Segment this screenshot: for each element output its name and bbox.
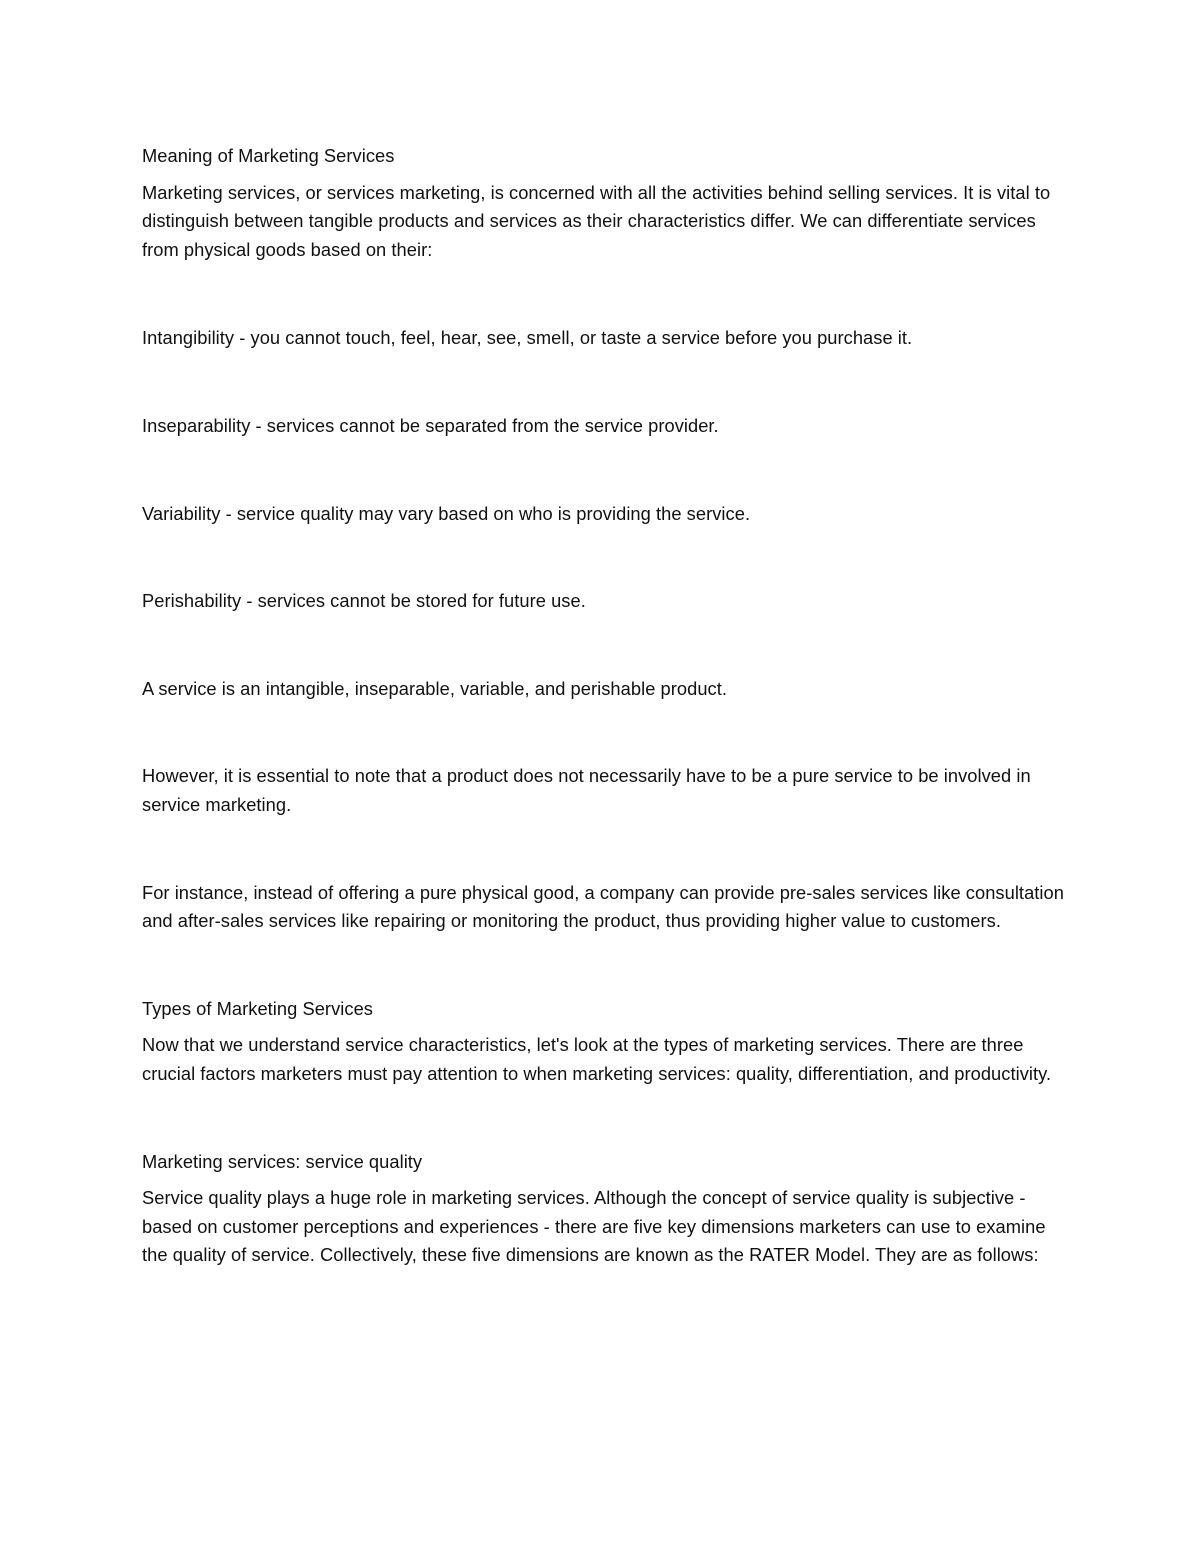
paragraph-service-quality-body: Service quality plays a huge role in marketing services. Although the concept of service quality is subjective - based on customer perceptions and experiences - there are five key dimensions marketers can use to examine the quality of service. Collectively, these five dimensions are known as the RATER Model. They are as follows: (142, 1187, 1046, 1266)
paragraph-types-body: Now that we understand service characteristics, let's look at the types of marketing services. There are three crucial factors marketers must pay attention to when marketing services: quality, differentiation, and productivity. (142, 1034, 1052, 1084)
paragraph-inseparability: Inseparability - services cannot be separated from the service provider. (142, 414, 719, 436)
paragraph-instance: For instance, instead of offering a pure physical good, a company can provide pre-sales services like consultation and after-sales services like repairing or monitoring the product, thus providing higher value to customers. (142, 881, 1064, 932)
section-heading-service-quality: Marketing services: service quality (142, 1150, 423, 1172)
paragraph-perishability: Perishability - services cannot be stored for future use. (142, 590, 586, 612)
section-heading-types: Types of Marketing Services (142, 997, 373, 1019)
paragraph-summary: A service is an intangible, inseparable, variable, and perishable product. (142, 677, 727, 699)
paragraph-intro: Marketing services, or services marketing, is concerned with all the activities behind selling services. It is vital to distinguish between tangible products and services as their characteristics differ. We can differentiate services from physical goods based on their: (142, 181, 1051, 260)
document-body (142, 142, 1072, 1270)
section-heading-meaning: Meaning of Marketing Services (142, 145, 395, 166)
paragraph-intangibility: Intangibility - you cannot touch, feel, hear, see, smell, or taste a service before you purchase it. (142, 327, 913, 349)
paragraph-however: However, it is essential to note that a product does not necessarily have to be a pure service to be involved in service marketing. (142, 765, 1031, 815)
paragraph-variability: Variability - service quality may vary based on who is providing the service. (142, 502, 751, 524)
